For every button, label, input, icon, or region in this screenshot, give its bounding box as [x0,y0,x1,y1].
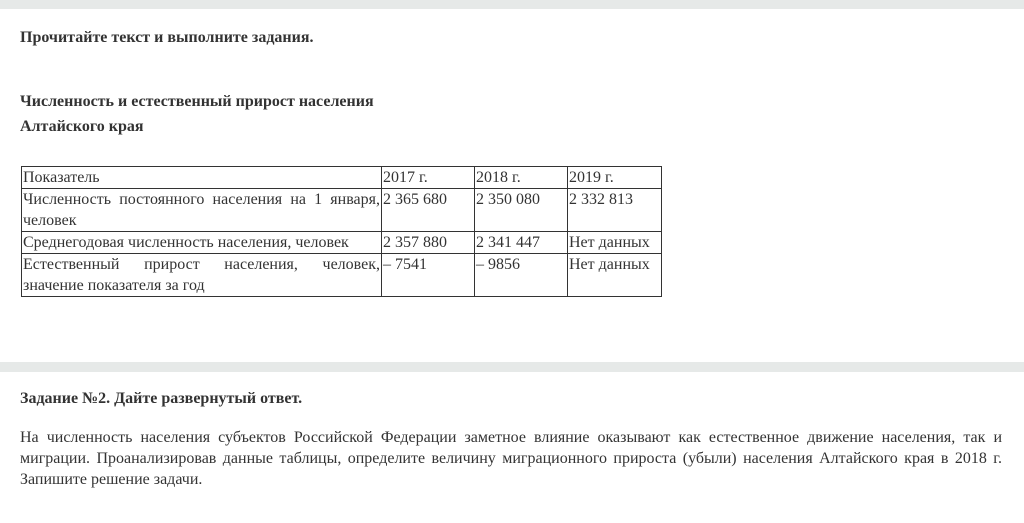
row-label-permanent-population: Численность постоянного населения на 1 января, человек [22,189,382,232]
table-cell: – 9856 [475,254,568,297]
row-label-average-population: Среднегодовая численность населения, человек [22,232,382,254]
row-label-natural-increase: Естественный прирост населения, человек, значение показателя за год [22,254,382,297]
table-cell: – 7541 [382,254,475,297]
table-cell: Нет данных [568,254,662,297]
table-title-line-1: Численность и естественный прирост населения [20,93,374,110]
table-cell: 2 332 813 [568,189,662,232]
task-title: Задание №2. Дайте развернутый ответ. [20,390,303,407]
table-cell: 2 365 680 [382,189,475,232]
table-cell: 2 350 080 [475,189,568,232]
table-row [22,232,662,254]
population-table [21,166,662,297]
table-cell: 2 341 447 [475,232,568,254]
task-text: На численность населения субъектов Российской Федерации заметное влияние оказывают как естественное движение населения, так и миграции. Проанализировав данные таблицы, определите величину миграционного прироста (убыли) населения Алтайского края в 2018 г. Запишите решение задачи. [20,429,1002,488]
table-row [22,254,662,297]
table-row [22,189,662,232]
header-cell-indicator: Показатель [22,167,382,189]
section-divider [0,362,1024,372]
header-cell-2018: 2018 г. [475,167,568,189]
instruction-text: Прочитайте текст и выполните задания. [20,29,314,46]
table-cell: Нет данных [568,232,662,254]
top-divider [0,0,1024,9]
table-header-row [22,167,662,189]
table-cell: 2 357 880 [382,232,475,254]
table-title-line-2: Алтайского края [20,118,144,135]
header-cell-2019: 2019 г. [568,167,662,189]
header-cell-2017: 2017 г. [382,167,475,189]
